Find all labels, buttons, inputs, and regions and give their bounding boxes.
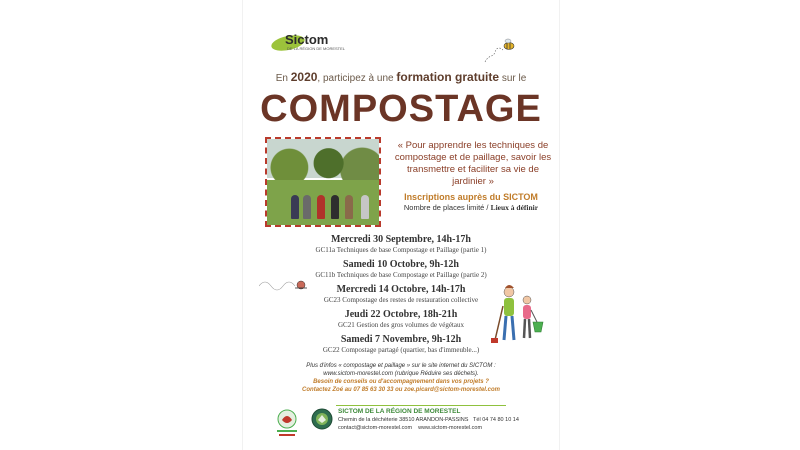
info-contact[interactable]: Contactez Zoé au 07 85 63 30 33 ou zoe.picard@sictom-morestel.com <box>302 387 500 393</box>
reduce-waste-logo-icon <box>273 408 301 438</box>
headline-prefix: En <box>275 73 288 84</box>
info-line: Plus d'infos « compostage et paillage » sur le site internet du SICTOM : <box>306 363 496 369</box>
info-block <box>283 362 519 394</box>
session-item <box>243 234 559 255</box>
bee-icon <box>483 36 517 66</box>
quote-text: « Pour apprendre les techniques de compostage et de paillage, savoir les transmettre et faciliter sa vie de jardinier » <box>394 140 552 187</box>
places-limited: Nombre de places limité / <box>403 203 489 212</box>
session-date: Mercredi 30 Septembre, 14h-17h <box>331 234 471 245</box>
footer <box>338 408 538 432</box>
page-title: COMPOSTAGE <box>260 88 542 130</box>
session-date: Samedi 10 Octobre, 9h-12h <box>343 259 459 270</box>
session-description: GC23 Compostage des restes de restauration collective <box>323 296 479 304</box>
session-date: Mercredi 14 Octobre, 14h-17h <box>336 284 466 295</box>
footer-org: SICTOM DE LA RÉGION DE MORESTEL <box>338 408 461 415</box>
headline-middle: , participez à une <box>317 73 394 84</box>
logo-wordmark: Sictom <box>285 32 329 47</box>
logo-tagline: DE LA RÉGION DE MORESTEL <box>287 46 346 51</box>
footer-email[interactable]: contact@sictom-morestel.com <box>338 425 413 431</box>
inscriptions-text: Inscriptions auprès du SICTOM <box>404 192 538 202</box>
gardening-children-icon <box>487 282 547 348</box>
footer-tel: Tél 04 74 80 10 14 <box>473 417 519 423</box>
session-description: GC21 Gestion des gros volumes de végétaux <box>338 321 464 329</box>
poster <box>243 0 559 450</box>
headline-suffix: sur le <box>501 73 527 84</box>
places-lieux: Lieux à définir <box>490 203 539 212</box>
sictom-seal-icon <box>311 408 333 430</box>
photo-person <box>291 195 299 219</box>
info-advice: Besoin de conseils ou d'accompagnement dans vos projets ? <box>313 379 489 385</box>
footer-address-row <box>338 416 538 424</box>
footer-web[interactable]: www.sictom-morestel.com <box>418 425 483 431</box>
footer-contact-row <box>338 424 538 432</box>
photo-person <box>361 195 369 219</box>
headline-year: 2020 <box>290 70 318 84</box>
headline-formation: formation gratuite <box>396 70 500 84</box>
sictom-logo <box>271 32 346 54</box>
session-description: GC22 Compostage partagé (quartier, bas d'immeuble...) <box>322 346 480 354</box>
session-date: Samedi 7 Novembre, 9h-12h <box>340 334 462 345</box>
footer-address: Chemin de la déchèterie 38510 ARANDON-PASSINS <box>338 417 469 423</box>
info-website[interactable]: www.sictom-morestel.com (rubrique Réduire ses déchets). <box>323 371 479 377</box>
session-date: Jeudi 22 Octobre, 18h-21h <box>344 309 458 320</box>
places-text <box>383 203 559 212</box>
session-item <box>243 259 559 280</box>
headline <box>243 70 559 84</box>
session-description: GC11b Techniques de base Compostage et Paillage (partie 2) <box>315 271 487 279</box>
photo-person <box>317 195 325 219</box>
session-description: GC11a Techniques de base Compostage et Paillage (partie 1) <box>315 246 487 254</box>
photo-person <box>345 195 353 219</box>
photo-person <box>331 195 339 219</box>
photo-person <box>303 195 311 219</box>
garden-photo <box>265 137 381 227</box>
footer-divider <box>336 405 506 406</box>
